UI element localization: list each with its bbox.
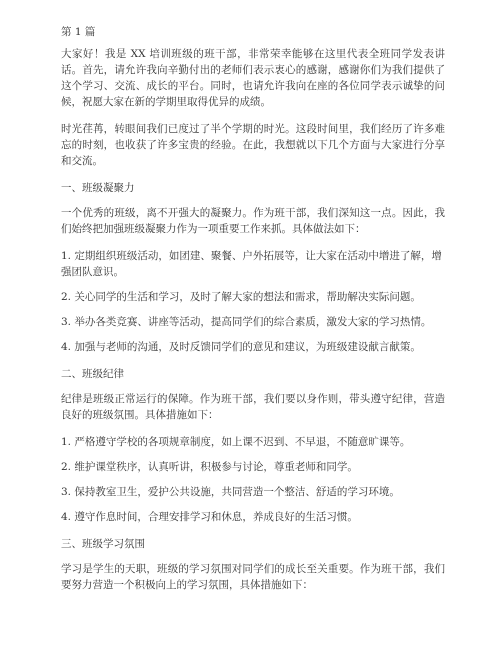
section-text-cohesion: 一个优秀的班级，离不开强大的凝聚力。作为班干部，我们深知这一点。因此，我们始终把加强班级凝聚力作为一项重要工作来抓。具体做法如下： bbox=[61, 207, 445, 235]
document-title: 第 1 篇 bbox=[61, 26, 96, 38]
section-text-discipline: 纪律是班级正常运行的保障。作为班干部，我们要以身作则，带头遵守纪律，营造良好的班级氛围。具体措施如下： bbox=[61, 393, 445, 421]
intro-paragraph-2: 时光荏苒，转眼间我们已度过了半个学期的时光。这段时间里，我们经历了许多难忘的时刻，也收获了许多宝贵的经验。在此，我想就以下几个方面与大家进行分享和交流。 bbox=[61, 123, 445, 167]
section-text-study: 学习是学生的天职，班级的学习氛围对同学们的成长至关重要。作为班干部，我们要努力营造一个积极向上的学习氛围，具体措施如下： bbox=[61, 563, 445, 591]
section-heading-cohesion: 一、班级凝聚力 bbox=[61, 182, 135, 194]
list-item: 4. 加强与老师的沟通，及时反馈同学们的意见和建议，为班级建设献言献策。 bbox=[61, 341, 421, 353]
section-heading-discipline: 二、班级纪律 bbox=[61, 368, 124, 380]
list-item: 1. 定期组织班级活动，如团建、聚餐、户外拓展等，让大家在活动中增进了解，增强团队意识。 bbox=[61, 250, 442, 278]
section-heading-study: 三、班级学习氛围 bbox=[61, 538, 145, 550]
intro-paragraph: 大家好！我是 XX 培训班级的班干部，非常荣幸能够在这里代表全班同学发表讲话。首先，请允许我向辛勤付出的老师们表示衷心的感谢，感谢你们为我们提供了这个学习、交流、成长的平台。同时，也请允许我向在座的各位同学表示诚挚的问候，祝愿大家在新的学期里取得优异的成绩。 bbox=[61, 48, 445, 108]
document-content bbox=[61, 24, 445, 604]
list-item: 3. 举办各类竞赛、讲座等活动，提高同学们的综合素质，激发大家的学习热情。 bbox=[61, 316, 432, 328]
list-item: 1. 严格遵守学校的各项规章制度，如上课不迟到、不早退，不随意旷课等。 bbox=[61, 436, 411, 448]
list-item: 2. 关心同学的生活和学习，及时了解大家的想法和需求，帮助解决实际问题。 bbox=[61, 291, 421, 303]
list-item: 4. 遵守作息时间，合理安排学习和休息，养成良好的生活习惯。 bbox=[61, 511, 358, 523]
list-item: 3. 保持教室卫生，爱护公共设施，共同营造一个整洁、舒适的学习环境。 bbox=[61, 486, 400, 498]
list-item: 2. 维护课堂秩序，认真听讲，积极参与讨论，尊重老师和同学。 bbox=[61, 461, 358, 473]
